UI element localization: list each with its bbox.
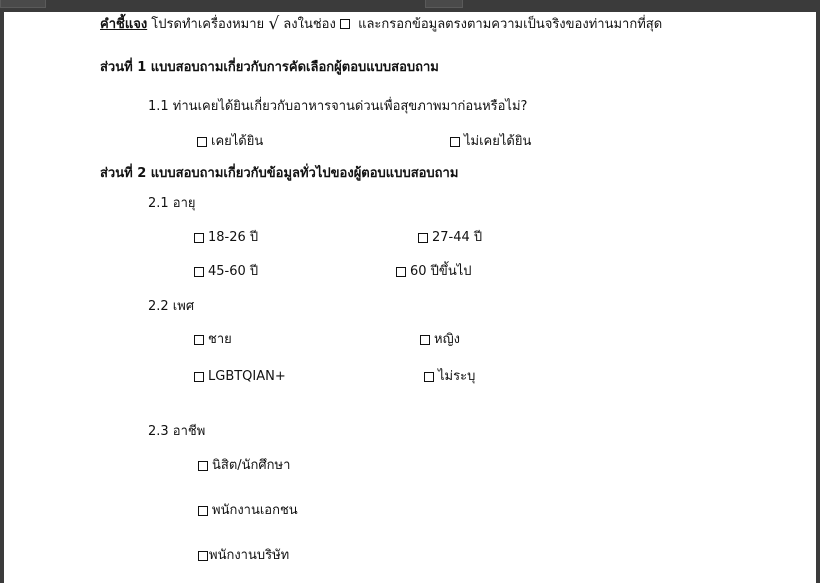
option-occupation-student-label: นิสิต/นักศึกษา [212, 458, 291, 473]
toolbar-tab-left[interactable] [0, 0, 46, 8]
option-occupation-private-employee-label: พนักงานเอกชน [212, 503, 298, 518]
option-age-27-44-label: 27-44 ปี [432, 230, 483, 245]
option-gender-unspecified-label: ไม่ระบุ [438, 369, 476, 384]
question-2-1-label: 2.1 อายุ [148, 196, 196, 211]
checkmark-symbol: √ [268, 14, 280, 34]
toolbar-tab-center[interactable] [425, 0, 463, 8]
option-age-60-plus-checkbox[interactable] [396, 267, 406, 277]
option-gender-female[interactable] [420, 331, 460, 349]
option-occupation-student[interactable] [198, 457, 290, 475]
option-age-18-26[interactable] [194, 229, 258, 247]
option-age-45-60[interactable] [194, 263, 258, 281]
option-heard[interactable] [197, 133, 263, 151]
question-2-3-label: 2.3 อาชีพ [148, 424, 206, 439]
option-age-60-plus-label: 60 ปีขึ้นไป [410, 264, 472, 279]
option-age-27-44-checkbox[interactable] [418, 233, 428, 243]
option-age-60-plus[interactable] [396, 263, 472, 281]
option-age-45-60-checkbox[interactable] [194, 267, 204, 277]
viewer-toolbar [0, 0, 820, 12]
option-never-heard[interactable] [450, 133, 531, 151]
option-gender-female-checkbox[interactable] [420, 335, 430, 345]
option-gender-male[interactable] [194, 331, 232, 349]
option-occupation-company-employee[interactable] [198, 547, 289, 565]
option-age-18-26-label: 18-26 ปี [208, 230, 259, 245]
instructions-heading: คำชี้แจง [100, 17, 148, 32]
option-age-27-44[interactable] [418, 229, 482, 247]
option-age-18-26-checkbox[interactable] [194, 233, 204, 243]
option-gender-male-label: ชาย [208, 332, 232, 347]
instructions-text-3: และกรอกข้อมูลตรงตามความเป็นจริงของท่านมากที่สุด [353, 17, 663, 32]
question-2-2-label: 2.2 เพศ [148, 299, 195, 314]
option-gender-unspecified[interactable] [424, 368, 475, 386]
option-age-45-60-label: 45-60 ปี [208, 264, 259, 279]
instructions-text-2: ลงในช่อง [279, 17, 340, 32]
option-never-heard-checkbox[interactable] [450, 137, 460, 147]
instructions-line [100, 15, 662, 34]
option-gender-unspecified-checkbox[interactable] [424, 372, 434, 382]
option-occupation-student-checkbox[interactable] [198, 461, 208, 471]
option-gender-female-label: หญิง [434, 332, 460, 347]
option-heard-checkbox[interactable] [197, 137, 207, 147]
section-1-title: ส่วนที่ 1 แบบสอบถามเกี่ยวกับการคัดเลือกผู้ตอบแบบสอบถาม [100, 60, 439, 75]
document-page [4, 12, 816, 583]
option-never-heard-label: ไม่เคยได้ยิน [464, 134, 532, 149]
option-occupation-company-employee-checkbox[interactable] [198, 551, 208, 561]
question-1-1-label: 1.1 ท่านเคยได้ยินเกี่ยวกับอาหารจานด่วนเพื่อสุขภาพมาก่อนหรือไม่? [148, 99, 528, 114]
instructions-text-1: โปรดทำเครื่องหมาย [147, 17, 269, 32]
option-gender-lgbtqian[interactable] [194, 368, 286, 386]
option-occupation-private-employee[interactable] [198, 502, 298, 520]
section-2-title: ส่วนที่ 2 แบบสอบถามเกี่ยวกับข้อมูลทั่วไปของผู้ตอบแบบสอบถาม [100, 166, 459, 181]
option-gender-lgbtqian-checkbox[interactable] [194, 372, 204, 382]
option-gender-male-checkbox[interactable] [194, 335, 204, 345]
option-gender-lgbtqian-label: LGBTQIAN+ [208, 369, 286, 384]
option-heard-label: เคยได้ยิน [211, 134, 264, 149]
option-occupation-private-employee-checkbox[interactable] [198, 506, 208, 516]
option-occupation-company-employee-label: พนักงานบริษัท [209, 548, 290, 563]
checkbox-symbol [340, 19, 350, 29]
